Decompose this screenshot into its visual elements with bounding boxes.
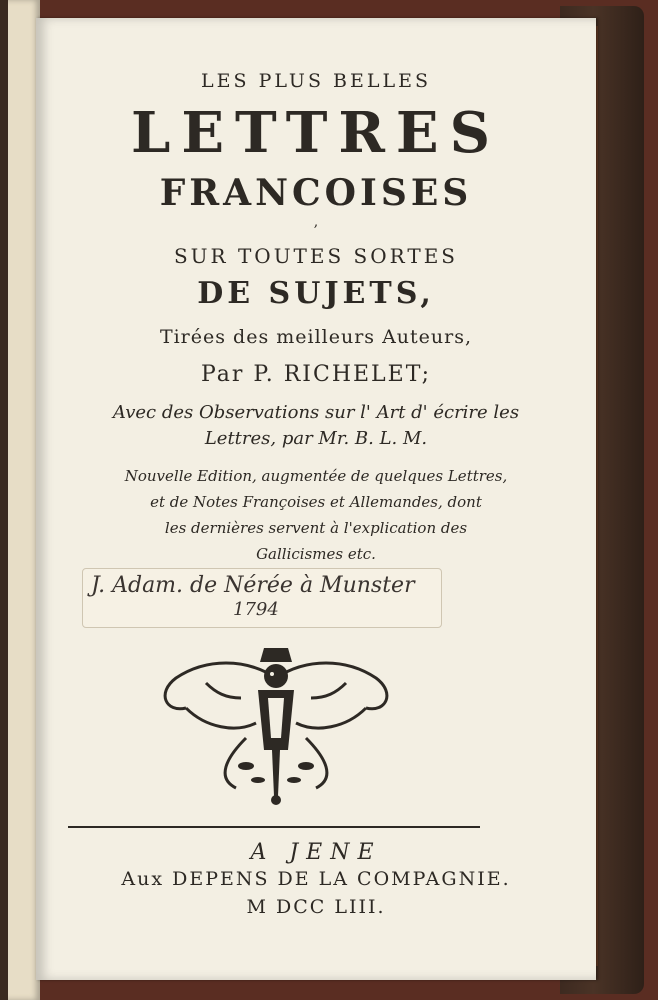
fleuron-ornament-icon	[146, 638, 406, 808]
edition-note-4: Gallicismes etc.	[256, 545, 376, 563]
imprint-year: M DCC LIII.	[246, 896, 386, 918]
author-line: Par P. RICHELET;	[200, 362, 432, 387]
inscription-name: J. Adam. de Nérée à Munster	[91, 573, 415, 598]
edition-note-2: et de Notes Françoises et Allemandes, dont	[150, 493, 482, 511]
ownership-stamp	[82, 568, 442, 628]
title-line-5: DE SUJETS,	[197, 276, 435, 311]
edition-note-3: les dernières servent à l'explication des	[164, 519, 468, 537]
title-line-1: LES PLUS BELLES	[201, 70, 431, 92]
inscription-year: 1794	[233, 599, 279, 620]
title-comma: ,	[313, 214, 319, 230]
title-line-4: SUR TOUTES SORTES	[173, 244, 458, 268]
title-page	[36, 18, 596, 980]
imprint-publisher: Aux DEPENS DE LA COMPAGNIE.	[121, 868, 511, 890]
title-line-9: Lettres, par Mr. B. L. M.	[204, 428, 428, 449]
title-line-2: LETTRES	[130, 100, 502, 166]
title-rule	[68, 826, 480, 828]
imprint-city: A JENE	[250, 840, 382, 865]
title-line-3: FRANCOISES	[159, 172, 473, 214]
title-line-6: Tirées des meilleurs Auteurs,	[159, 326, 473, 348]
edition-note-1: Nouvelle Edition, augmentée de quelques Lettres,	[124, 467, 508, 485]
book-cover-left	[0, 0, 40, 1000]
title-line-8: Avec des Observations sur l' Art d' écrire les	[112, 402, 520, 423]
